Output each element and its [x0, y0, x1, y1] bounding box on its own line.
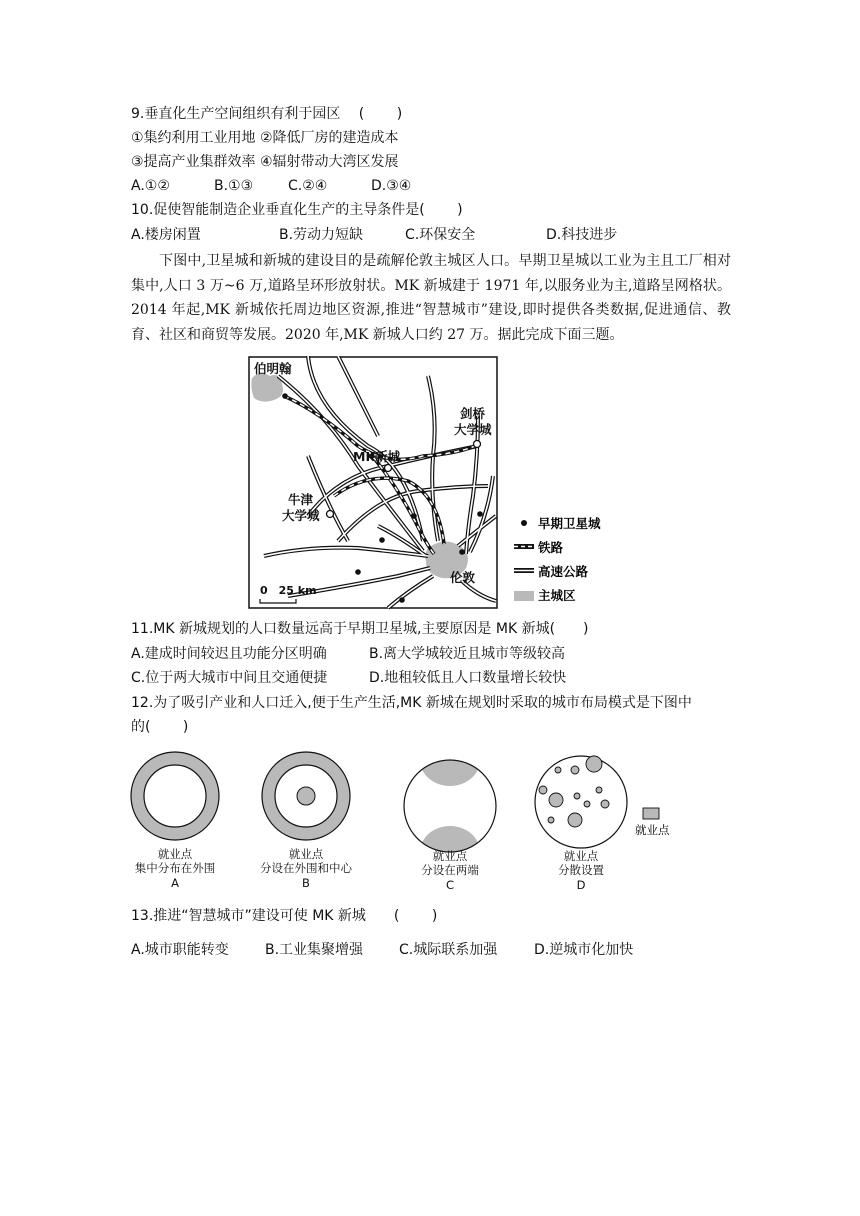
label-oxford-1: 牛津: [288, 492, 314, 507]
cambridge-point: [474, 441, 481, 448]
q10-option-a: A.楼房闲置: [131, 227, 201, 243]
model-d-l1: 就业点: [563, 849, 599, 863]
model-a-l2: 集中分布在外围: [134, 861, 216, 875]
legend-satellite: 早期卫星城: [538, 516, 601, 531]
q10-option-c: C.环保安全: [405, 227, 476, 243]
q11-option-c: C.位于两大城市中间且交通便捷: [131, 670, 328, 686]
model-b-l1: 就业点: [288, 847, 324, 861]
legend-urban: 主城区: [538, 588, 576, 603]
q10-option-d: D.科技进步: [546, 227, 618, 243]
label-birmingham: 伯明翰: [254, 361, 292, 376]
model-c-letter: C: [445, 878, 455, 892]
london-region-map: [248, 356, 628, 612]
model-d: [535, 756, 627, 848]
model-b-letter: B: [302, 876, 310, 890]
model-c-l1: 就业点: [432, 849, 468, 863]
mk-point: [385, 465, 392, 472]
legend-dot: [521, 520, 527, 526]
label-cambridge-2: 大学城: [454, 422, 492, 437]
model-c-l2: 分设在两端: [421, 863, 479, 877]
q11-option-b: B.离大学城较近且城市等级较高: [369, 646, 566, 662]
model-b-l2: 分设在外围和中心: [260, 861, 352, 875]
model-a: [131, 752, 219, 840]
label-scale: 0 25 km: [260, 584, 317, 597]
q12-stem-2: 的( ): [131, 719, 189, 735]
q9-option-b: B.①③: [214, 178, 254, 194]
model-a-l1: 就业点: [157, 847, 193, 861]
q13-option-d: D.逆城市化加快: [534, 942, 634, 958]
q13-option-b: B.工业集聚增强: [265, 942, 364, 958]
legend-urban-swatch: [514, 591, 534, 601]
city-layout-models: [125, 748, 685, 896]
legend-rail: 铁路: [538, 540, 564, 555]
q10-option-b: B.劳动力短缺: [279, 227, 364, 243]
label-cambridge-1: 剑桥: [460, 406, 486, 421]
passage: 下图中,卫星城和新城的建设目的是疏解伦敦主城区人口。早期卫星城以工业为主且工厂相对集中,人口 3 万~6 万,道路呈环形放射状。MK 新城建于 1971 年,以服务业为主,道路呈网格状。2014 年起,MK 新城依托周边地区资源,推进“智慧城市”建设,即时提供各类数据,促进通信、教育、社区和商贸等发展。2020 年,MK 新城人口约 27 万。据此完成下面三题。: [131, 253, 731, 343]
q11-option-a: A.建成时间较迟且功能分区明确: [131, 646, 327, 662]
label-london: 伦敦: [450, 570, 476, 585]
q12-stem-1: 12.为了吸引产业和人口迁入,便于生产生活,MK 新城在规划时采取的城市布局模式是下图中: [131, 695, 692, 711]
label-mk: MK新城: [353, 449, 401, 464]
q13-stem: 13.推进“智慧城市”建设可使 MK 新城 ( ): [131, 908, 438, 924]
q11-stem: 11.MK 新城规划的人口数量远高于早期卫星城,主要原因是 MK 新城( ): [131, 621, 589, 637]
legend-highway: 高速公路: [538, 564, 589, 579]
q9-items-2: ③提高产业集群效率 ④辐射带动大湾区发展: [131, 154, 399, 170]
q13-option-c: C.城际联系加强: [399, 942, 498, 958]
legend-job: 就业点: [635, 823, 670, 837]
model-a-letter: A: [171, 876, 179, 890]
q10-stem: 10.促使智能制造企业垂直化生产的主导条件是( ): [131, 202, 463, 218]
oxford-point: [327, 511, 334, 518]
model-d-letter: D: [576, 878, 586, 892]
q9-stem: 9.垂直化生产空间组织有利于园区 ( ): [131, 106, 403, 122]
q9-items-1: ①集约利用工业用地 ②降低厂房的建造成本: [131, 130, 399, 146]
q13-option-a: A.城市职能转变: [131, 942, 229, 958]
q9-option-c: C.②④: [288, 178, 328, 194]
q11-option-d: D.地租较低且人口数量增长较快: [369, 670, 567, 686]
label-oxford-2: 大学城: [282, 508, 320, 523]
legend-job-swatch: [643, 808, 659, 819]
q9-option-d: D.③④: [371, 178, 412, 194]
model-d-l2: 分散设置: [558, 863, 604, 877]
model-b: [262, 752, 350, 840]
q9-option-a: A.①②: [131, 178, 170, 194]
